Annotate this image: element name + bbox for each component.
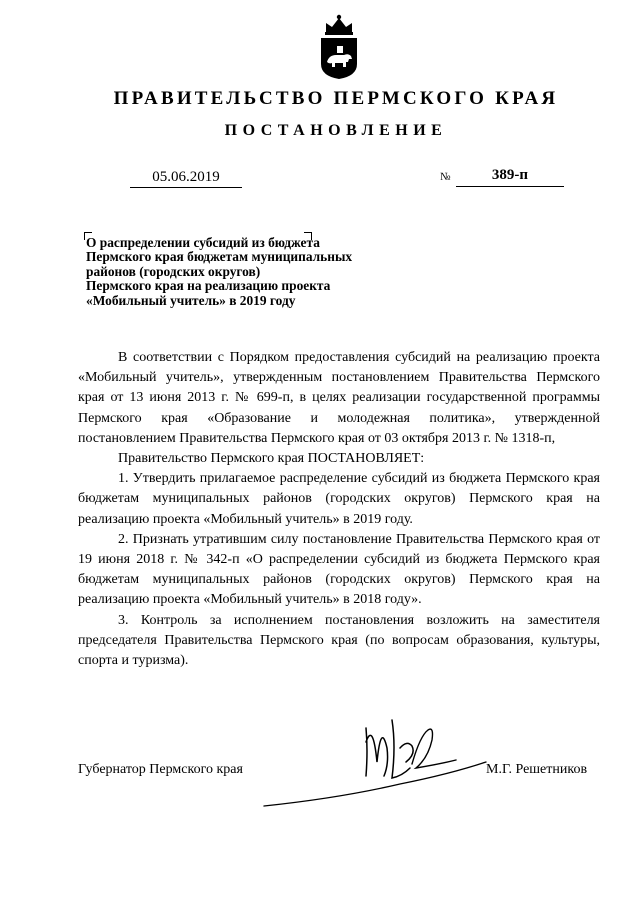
body-paragraph: 1. Утвердить прилагаемое распределение субсидий из бюджета Пермского края бюджетам муниципальных районов (городских округов) Пермского края на реализацию проекта «Мобильный учитель» в 2019 году. [78, 471, 600, 527]
subject-line: «Мобильный учитель» в 2019 году [86, 292, 296, 308]
body-paragraph: В соответствии с Порядком предоставления субсидий на реализацию проекта «Мобильный учитель», утвержденным постановлением Правительства Пермского края от 13 июня 2013 г. № 699-п, в целях реализации государственной программы Пермского края «Образование и молодежная политика», утвержденной постановлением Правительства Пермского края от 03 октября 2013 г. № 1318-п, [78, 350, 600, 446]
subject-line: О распределении субсидий из бюджета [86, 235, 320, 250]
coat-of-arms-icon [318, 12, 360, 80]
signature-icon [250, 702, 490, 812]
document-number: 389-п [456, 167, 564, 187]
subject-line: районов (городских округов) [86, 263, 261, 279]
document-subject [86, 236, 406, 308]
subject-line: Пермского края на реализацию проекта [86, 278, 331, 294]
document-body [78, 348, 600, 671]
body-paragraph: 3. Контроль за исполнением постановления возложить на заместителя председателя Правительства Пермского края (по вопросам образования, культуры, спорта и туризма). [78, 612, 600, 669]
subject-line: Пермского края бюджетам муниципальных [86, 249, 353, 265]
document-type: ПОСТАНОВЛЕНИЕ [224, 122, 448, 139]
body-paragraph: Правительство Пермского края ПОСТАНОВЛЯЕТ: [118, 451, 425, 467]
signer-name: М.Г. Решетников [486, 762, 588, 777]
signer-title: Губернатор Пермского края [78, 762, 243, 777]
body-paragraph: 2. Признать утратившим силу постановление Правительства Пермского края от 19 июня 2018 г. № 342-п «О распределении субсидий из бюджета Пермского края бюджетам муниципальных районов (городских округов) Пермского края на реализацию проекта «Мобильный учитель» в 2018 году». [78, 531, 600, 608]
government-title: ПРАВИТЕЛЬСТВО ПЕРМСКОГО КРАЯ [113, 88, 559, 109]
number-sign: № [440, 171, 451, 183]
document-date: 05.06.2019 [130, 169, 242, 188]
